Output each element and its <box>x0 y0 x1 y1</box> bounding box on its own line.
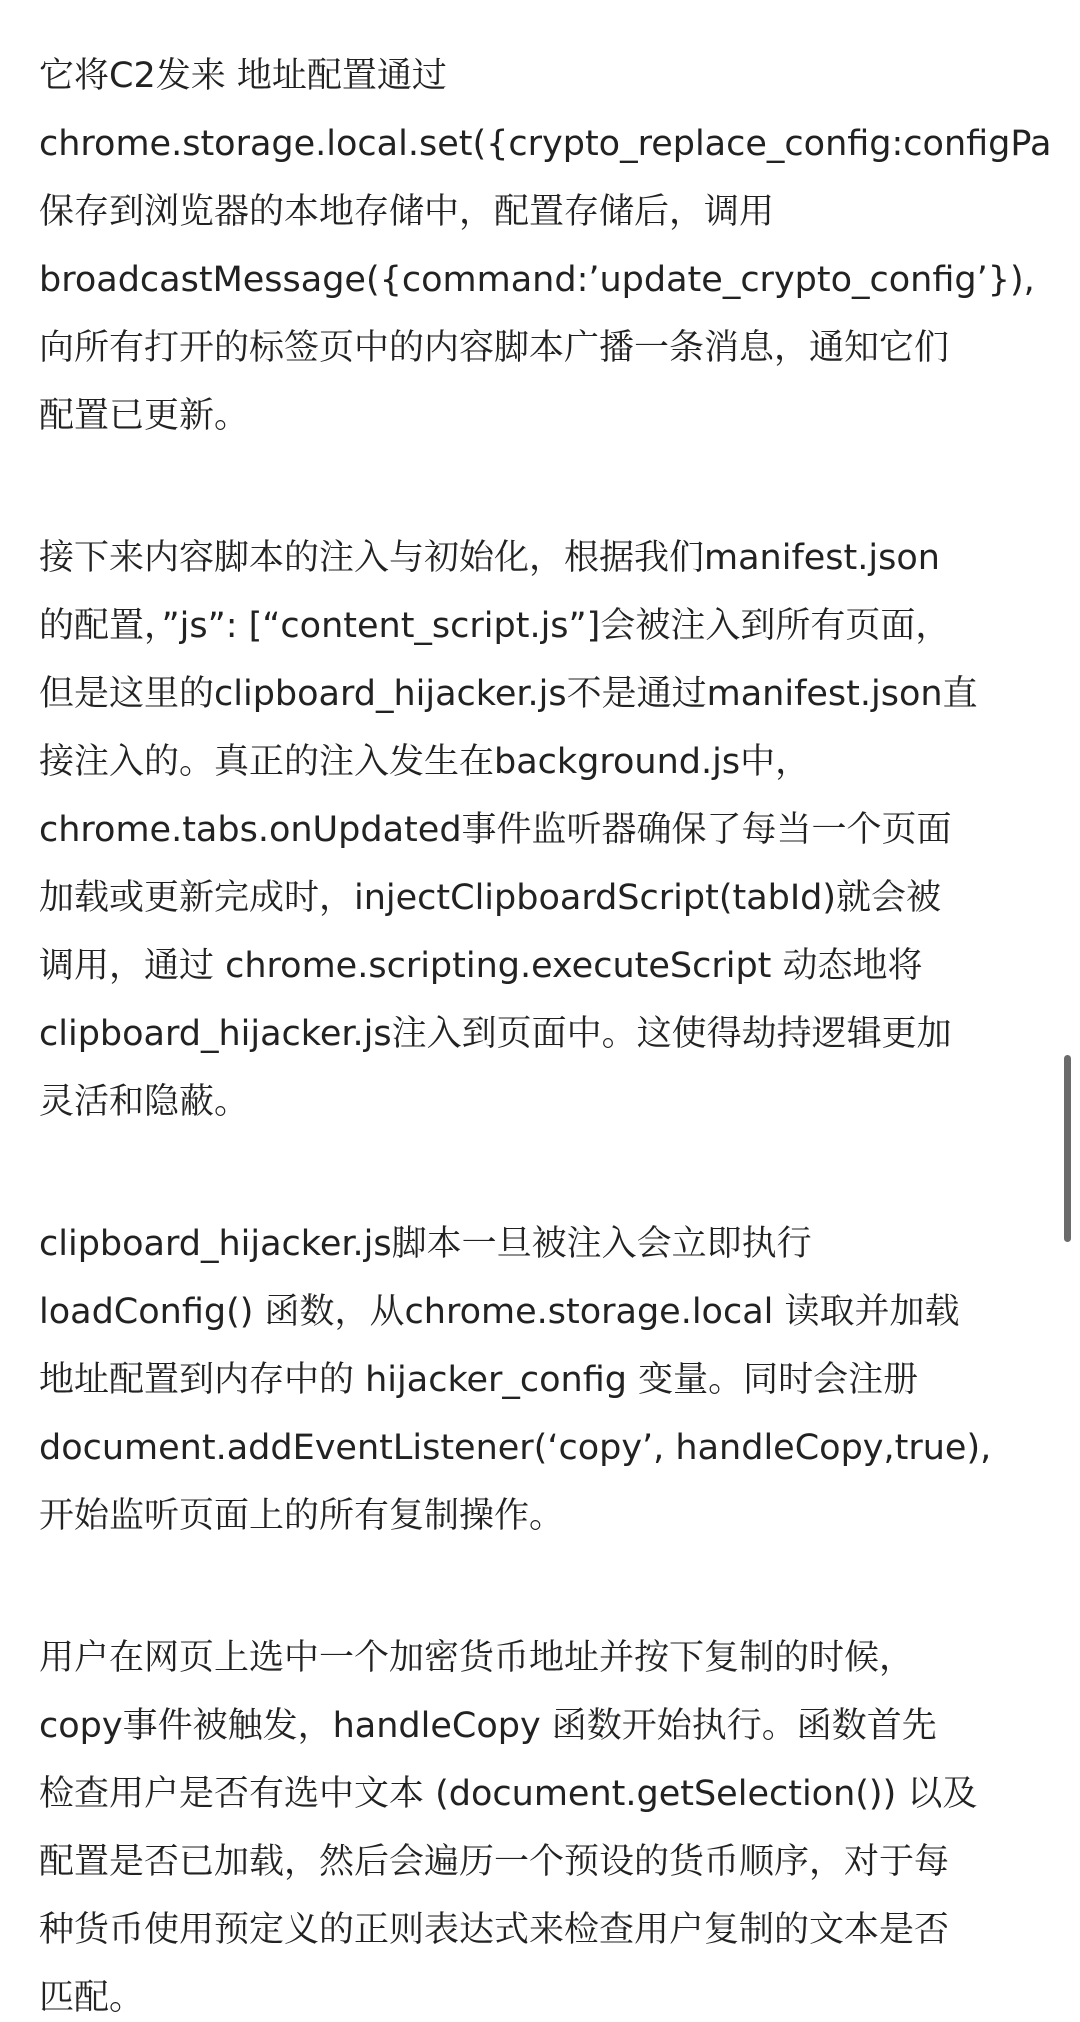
text-line: 配置已更新。 <box>39 396 250 436</box>
text-line: 接下来内容脚本的注入与初始化，根据我们manifest.json <box>39 538 940 578</box>
text-line: copy事件被触发，handleCopy 函数开始执行。函数首先 <box>39 1706 937 1746</box>
text-line: document.addEventListener(‘copy’, handleCopy,true), <box>39 1428 992 1468</box>
text-line: 检查用户是否有选中文本 (document.getSelection()) 以及 <box>39 1774 978 1814</box>
article-body <box>39 42 1080 2022</box>
text-line: 调用，通过 chrome.scripting.executeScript 动态地将 <box>39 946 923 986</box>
text-line: 接注入的。真正的注入发生在background.js中， <box>39 742 811 782</box>
text-line: clipboard_hijacker.js注入到页面中。这使得劫持逻辑更加 <box>39 1014 952 1054</box>
text-line: broadcastMessage({command:’update_crypto_config’}), <box>39 260 1035 300</box>
text-line: 但是这里的clipboard_hijacker.js不是通过manifest.json直 <box>39 674 978 714</box>
text-line: 开始监听页面上的所有复制操作。 <box>39 1496 565 1536</box>
paragraph-content-script-injection <box>39 524 1080 1136</box>
text-line: 向所有打开的标签页中的内容脚本广播一条消息，通知它们 <box>39 328 950 368</box>
text-line: 的配置，”js”: [“content_script.js”]会被注入到所有页面， <box>39 606 951 646</box>
text-line: 它将C2发来 地址配置通过 <box>39 56 447 96</box>
paragraph-c2-config <box>39 42 1080 450</box>
paragraph-handle-copy <box>39 1624 1080 2022</box>
text-line: 种货币使用预定义的正则表达式来检查用户复制的文本是否 <box>39 1910 950 1950</box>
text-line: chrome.storage.local.set({crypto_replace_config:configPa <box>39 124 1052 164</box>
text-line: 配置是否已加载，然后会遍历一个预设的货币顺序，对于每 <box>39 1842 950 1882</box>
text-line: chrome.tabs.onUpdated事件监听器确保了每当一个页面 <box>39 810 952 850</box>
text-line: 灵活和隐蔽。 <box>39 1082 250 1122</box>
text-line: 保存到浏览器的本地存储中，配置存储后，调用 <box>39 192 775 232</box>
text-line: 地址配置到内存中的 hijacker_config 变量。同时会注册 <box>39 1360 919 1400</box>
vertical-scrollbar[interactable] <box>1064 1055 1071 1242</box>
text-line: 匹配。 <box>39 1978 145 2018</box>
text-line: 加载或更新完成时，injectClipboardScript(tabId)就会被 <box>39 878 942 918</box>
text-line: 用户在网页上选中一个加密货币地址并按下复制的时候， <box>39 1638 915 1678</box>
text-line: loadConfig() 函数，从chrome.storage.local 读取并加载 <box>39 1292 960 1332</box>
paragraph-load-config <box>39 1210 1080 1550</box>
text-line: clipboard_hijacker.js脚本一旦被注入会立即执行 <box>39 1224 812 1264</box>
